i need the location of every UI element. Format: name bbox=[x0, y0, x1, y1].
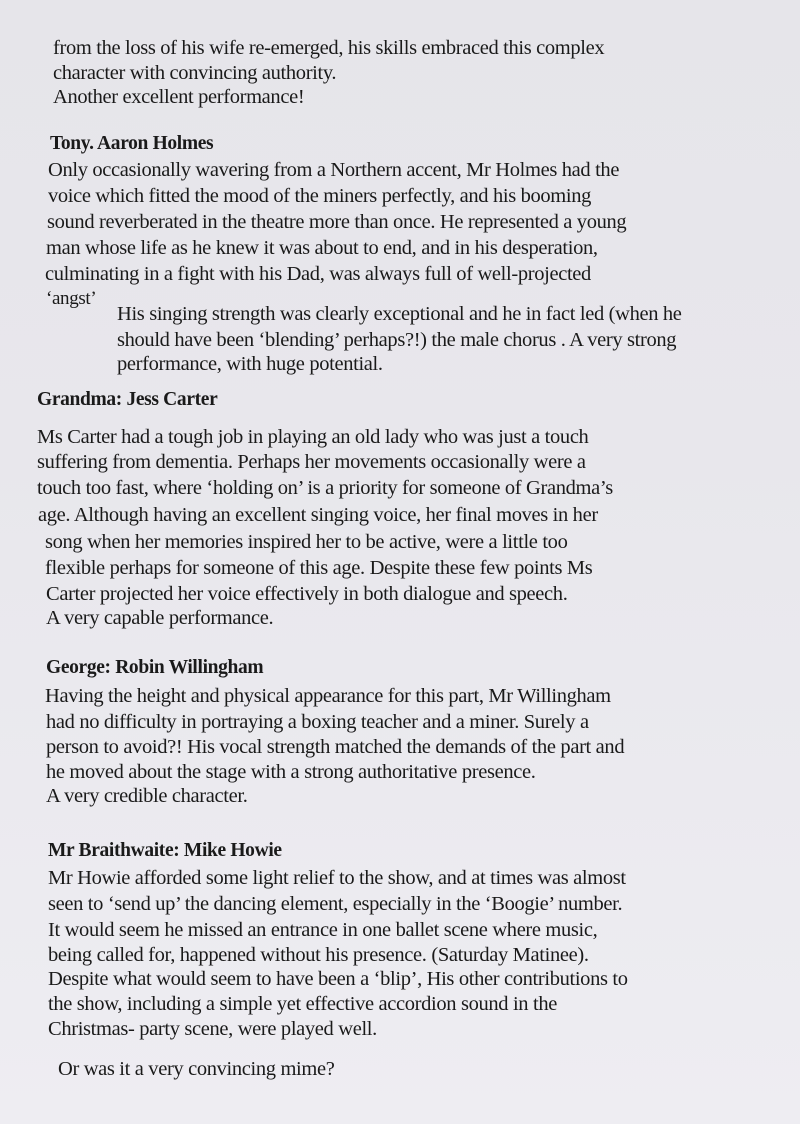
text-line: Another excellent performance! bbox=[53, 86, 305, 108]
text-line: song when her memories inspired her to be active, were a little too bbox=[45, 531, 568, 553]
text-line: voice which fitted the mood of the miners perfectly, and his booming bbox=[48, 185, 592, 207]
text-line: Only occasionally wavering from a Northern accent, Mr Holmes had the bbox=[48, 159, 620, 181]
text-line: suffering from dementia. Perhaps her movements occasionally were a bbox=[37, 451, 586, 473]
text-line: It would seem he missed an entrance in one ballet scene where music, bbox=[48, 919, 598, 941]
text-line: age. Although having an excellent singing voice, her final moves in her bbox=[38, 504, 598, 526]
text-line: seen to ‘send up’ the dancing element, especially in the ‘Boogie’ number. bbox=[48, 893, 623, 915]
text-line: sound reverberated in the theatre more than once. He represented a young bbox=[47, 211, 627, 233]
text-line: the show, including a simple yet effective accordion sound in the bbox=[48, 993, 557, 1015]
text-line: culminating in a fight with his Dad, was always full of well-projected bbox=[45, 263, 591, 285]
text-line: Despite what would seem to have been a ‘blip’, His other contributions to bbox=[48, 968, 628, 990]
text-line: Ms Carter had a tough job in playing an old lady who was just a touch bbox=[37, 426, 589, 448]
text-line: A very capable performance. bbox=[46, 607, 274, 629]
text-line: being called for, happened without his presence. (Saturday Matinee). bbox=[48, 944, 589, 966]
text-line: from the loss of his wife re-emerged, his skills embraced this complex bbox=[53, 37, 605, 59]
text-line: Having the height and physical appearance for this part, Mr Willingham bbox=[45, 685, 611, 707]
text-line: character with convincing authority. bbox=[53, 62, 337, 84]
review-heading: George: Robin Willingham bbox=[46, 657, 264, 678]
text-line: he moved about the stage with a strong authoritative presence. bbox=[46, 761, 536, 783]
text-line: Christmas- party scene, were played well. bbox=[48, 1018, 377, 1040]
closing-remark: Or was it a very convincing mime? bbox=[58, 1058, 335, 1080]
review-heading: Mr Braithwaite: Mike Howie bbox=[48, 840, 282, 861]
text-line: A very credible character. bbox=[46, 785, 248, 807]
text-line: flexible perhaps for someone of this age. Despite these few points Ms bbox=[45, 557, 593, 579]
text-line: ‘angst’ bbox=[46, 288, 97, 309]
text-line: had no difficulty in portraying a boxing teacher and a miner. Surely a bbox=[46, 711, 589, 733]
indented-line: performance, with huge potential. bbox=[117, 353, 383, 375]
text-line: person to avoid?! His vocal strength matched the demands of the part and bbox=[46, 736, 625, 758]
text-line: man whose life as he knew it was about to end, and in his desperation, bbox=[46, 237, 598, 259]
review-heading: Grandma: Jess Carter bbox=[37, 389, 218, 410]
text-line: Mr Howie afforded some light relief to the show, and at times was almost bbox=[48, 867, 626, 889]
indented-line: His singing strength was clearly exceptional and he in fact led (when he bbox=[117, 303, 682, 325]
review-heading: Tony. Aaron Holmes bbox=[50, 133, 214, 154]
indented-line: should have been ‘blending’ perhaps?!) the male chorus . A very strong bbox=[117, 329, 677, 351]
text-line: touch too fast, where ‘holding on’ is a priority for someone of Grandma’s bbox=[37, 477, 613, 499]
text-line: Carter projected her voice effectively in both dialogue and speech. bbox=[46, 583, 568, 605]
